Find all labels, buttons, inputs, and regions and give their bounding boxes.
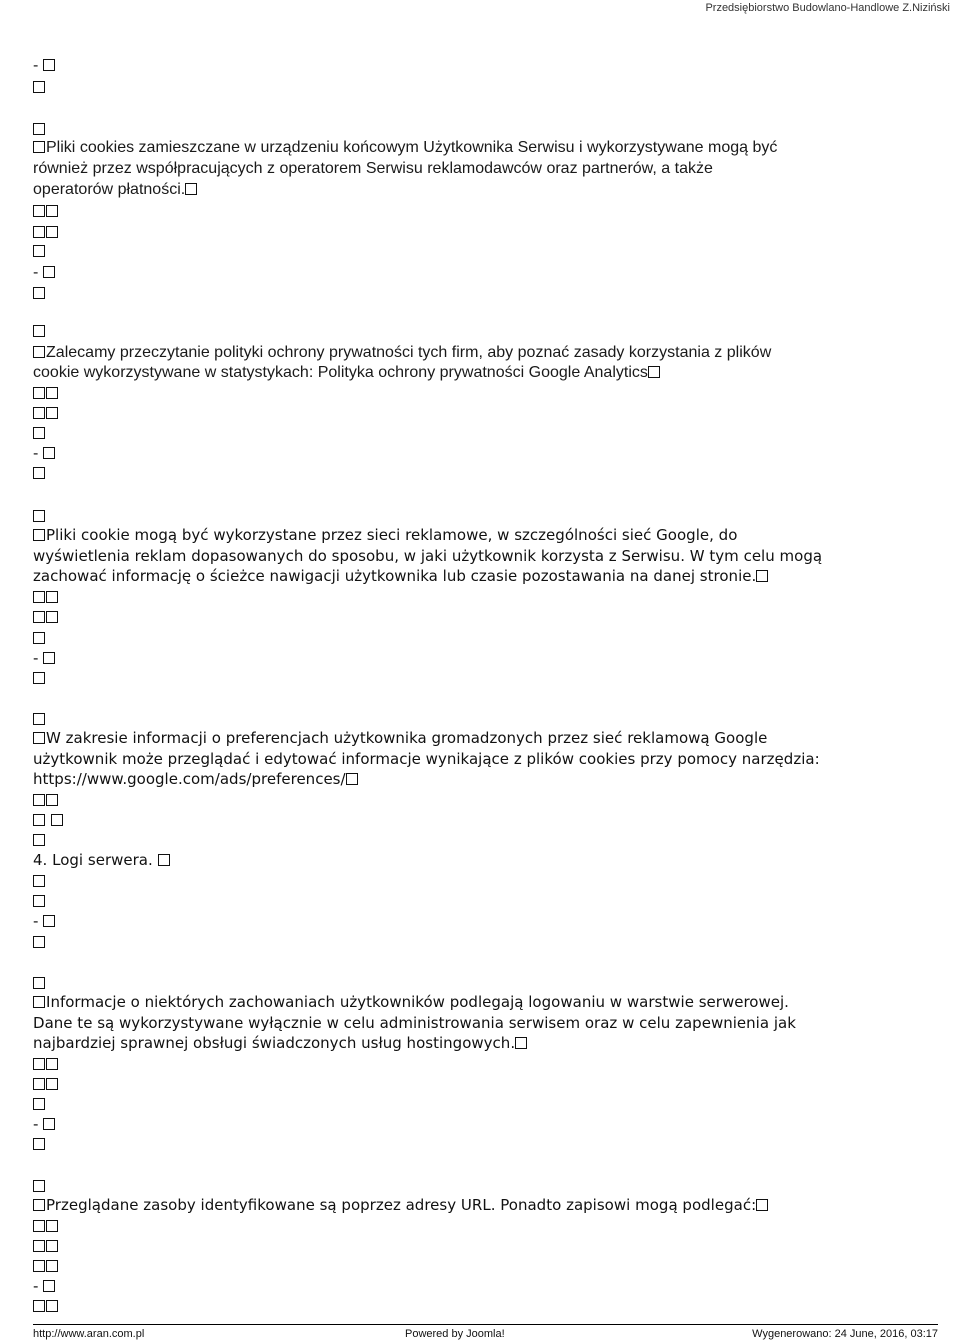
document-line [33,1276,56,1296]
line-text [33,285,46,302]
line-text [33,831,46,849]
document-line [33,1134,46,1154]
placeholder-box-icon [33,226,45,238]
placeholder-box-icon [43,915,55,927]
document-line [33,363,661,383]
line-text [33,1095,46,1113]
document-line [33,1296,59,1316]
placeholder-box-icon [33,814,45,826]
document-line [33,1114,56,1134]
placeholder-box-icon [46,226,58,238]
document-line [33,1236,59,1256]
placeholder-box-icon [46,387,58,399]
placeholder-box-icon [33,1078,45,1090]
line-text [33,1177,46,1195]
document-line [33,628,46,648]
placeholder-box-icon [46,1058,58,1070]
placeholder-box-icon [33,407,45,419]
line-text [33,811,64,829]
document-line [33,1195,769,1215]
line-text: również przez współpracujących z operatorem Serwisu reklamodawców oraz partnerów, a także [33,160,713,177]
placeholder-box-icon [33,387,45,399]
document-line [33,284,46,304]
placeholder-box-icon [46,1220,58,1232]
placeholder-box-icon [33,325,45,337]
document-line [33,566,769,586]
placeholder-box-icon [33,713,45,725]
line-text [33,1075,59,1093]
placeholder-box-icon [33,977,45,989]
placeholder-box-icon [33,1138,45,1150]
line-text: - [33,445,56,462]
document-line [33,1074,59,1094]
document-line [33,850,171,870]
document-line [33,749,820,769]
placeholder-box-icon [33,346,45,358]
document-line [33,607,59,627]
document-line [33,648,56,668]
placeholder-box-icon [33,1300,45,1312]
placeholder-box-icon [158,854,170,866]
document-line [33,424,46,444]
line-text [33,1297,59,1315]
document-line [33,668,46,688]
document-line [33,384,59,404]
line-text [33,608,59,626]
placeholder-box-icon [43,1280,55,1292]
line-text [33,588,59,606]
line-text [33,1055,59,1073]
placeholder-box-icon [33,467,45,479]
page-header [705,0,950,16]
document-line [33,138,777,158]
placeholder-box-icon [51,814,63,826]
line-text [33,933,46,951]
line-text [33,323,46,340]
line-text [33,425,46,442]
placeholder-box-icon [43,1118,55,1130]
placeholder-box-icon [46,794,58,806]
placeholder-box-icon [33,875,45,887]
document-line [33,709,46,729]
document-line [33,728,767,748]
placeholder-box-icon [33,1240,45,1252]
line-text: Dane te są wykorzystywane wyłącznie w celu administrowania serwisem oraz w celu zapewnienia jak [33,1014,796,1032]
placeholder-box-icon [33,1180,45,1192]
document-line [33,1216,59,1236]
placeholder-box-icon [46,1260,58,1272]
document-line [33,992,789,1012]
placeholder-box-icon [33,81,45,93]
line-text: zachować informację o ścieżce nawigacji użytkownika lub czasie pozostawania na danej stronie. [33,567,769,585]
placeholder-box-icon [33,1260,45,1272]
line-text: wyświetlenia reklam dopasowanych do sposobu, w jaki użytkownik korzysta z Serwisu. W tym celu mogą [33,547,823,565]
document-line [33,932,46,952]
document-line [33,1094,46,1114]
document-line [33,1256,59,1276]
placeholder-box-icon [33,996,45,1008]
document-line [33,911,56,931]
placeholder-box-icon [33,287,45,299]
document-line [33,891,46,911]
placeholder-box-icon [46,407,58,419]
placeholder-box-icon [33,936,45,948]
placeholder-box-icon [756,570,768,582]
page-footer [33,1324,938,1342]
document-line [33,263,56,283]
line-text [33,791,59,809]
line-text [33,203,59,220]
line-text [33,243,46,260]
document-line [33,546,822,566]
document-line [33,322,46,342]
placeholder-box-icon [33,1098,45,1110]
document-line [33,525,737,545]
line-text [33,121,46,138]
line-text [33,1257,59,1275]
line-text: Pliki cookies zamieszczane w urządzeniu końcowym Użytkownika Serwisu i wykorzystywane mogą być [33,139,777,156]
document-line [33,180,198,200]
line-text: Przeglądane zasoby identyfkowane są poprzez adresy URL. Ponadto zapisowi mogą podlegać: [33,1196,769,1214]
line-text: Zalecamy przeczytanie polityki ochrony prywatności tych firm, aby poznać zasady korzystania z plików [33,344,771,361]
document-line [33,343,771,363]
placeholder-box-icon [33,794,45,806]
line-text: najbardziej sprawnej obsługi świadczonych usług hostingowych. [33,1034,528,1052]
document-line [33,1054,59,1074]
placeholder-box-icon [185,183,197,195]
placeholder-box-icon [33,205,45,217]
document-line [33,506,46,526]
document-line [33,973,46,993]
placeholder-box-icon [33,591,45,603]
placeholder-box-icon [33,245,45,257]
placeholder-box-icon [46,1300,58,1312]
document-line [33,444,56,464]
line-text [33,710,46,728]
line-text: Pliki cookie mogą być wykorzystane przez sieci reklamowe, w szczególności sieć Google, do [33,526,737,544]
company-name: Przedsiębiorstwo Budowlano-Handlowe Z.Niziński [705,2,950,14]
line-text: W zakresie informacji o preferencjach użytkownika gromadzonych przez sieć reklamową Google [33,729,767,747]
document-line [33,202,59,222]
placeholder-box-icon [46,1240,58,1252]
line-text [33,224,59,241]
placeholder-box-icon [46,1078,58,1090]
line-text [33,405,59,422]
document-line [33,159,713,179]
placeholder-box-icon [33,732,45,744]
document-line [33,810,64,830]
placeholder-box-icon [46,591,58,603]
placeholder-box-icon [346,773,358,785]
placeholder-box-icon [43,266,55,278]
document-line [33,464,46,484]
placeholder-box-icon [33,1058,45,1070]
document-line [33,404,59,424]
line-text [33,974,46,992]
line-text [33,79,46,96]
line-text: - [33,57,56,74]
placeholder-box-icon [33,141,45,153]
placeholder-box-icon [33,632,45,644]
footer-generated-date: Wygenerowano: 24 June, 2016, 03:17 [752,1328,938,1340]
line-text: operatorów płatności. [33,181,198,198]
placeholder-box-icon [33,834,45,846]
placeholder-box-icon [33,1199,45,1211]
line-text: 4. Logi serwera. [33,851,171,869]
placeholder-box-icon [515,1037,527,1049]
placeholder-box-icon [43,447,55,459]
placeholder-box-icon [33,123,45,135]
placeholder-box-icon [46,611,58,623]
placeholder-box-icon [756,1199,768,1211]
document-line [33,790,59,810]
document-line [33,78,46,98]
document-line [33,1176,46,1196]
line-text: - [33,264,56,281]
line-text [33,1217,59,1235]
document-line [33,587,59,607]
line-text: Informacje o niektórych zachowaniach użytkowników podlegają logowaniu w warstwie serwerowej. [33,993,789,1011]
document-line [33,1033,528,1053]
placeholder-box-icon [46,205,58,217]
placeholder-box-icon [33,427,45,439]
placeholder-box-icon [648,366,660,378]
line-text [33,385,59,402]
line-text [33,892,46,910]
placeholder-box-icon [33,510,45,522]
line-text [33,629,46,647]
document-line [33,120,46,140]
footer-powered-by: Powered by Joomla! [405,1328,505,1340]
line-text: - [33,649,56,667]
line-text: https://www.google.com/ads/preferences/ [33,770,359,788]
line-text [33,1135,46,1153]
placeholder-box-icon [33,611,45,623]
document-line [33,830,46,850]
placeholder-box-icon [33,529,45,541]
line-text: - [33,912,56,930]
placeholder-box-icon [33,895,45,907]
line-text [33,507,46,525]
placeholder-box-icon [33,1220,45,1232]
line-text: - [33,1277,56,1295]
document-line [33,242,46,262]
placeholder-box-icon [43,59,55,71]
document-line [33,769,359,789]
line-text: - [33,1115,56,1133]
placeholder-box-icon [33,672,45,684]
line-text: użytkownik może przeglądać i edytować informacje wynikające z plików cookies przy pomocy narzędzia: [33,750,820,768]
footer-url: http://www.aran.com.pl [33,1328,145,1340]
line-text [33,669,46,687]
line-text: cookie wykorzystywane w statystykach: Polityka ochrony prywatności Google Analytics [33,364,661,381]
document-line [33,56,56,76]
placeholder-box-icon [43,652,55,664]
line-text [33,1237,59,1255]
line-text [33,872,46,890]
document-line [33,1013,796,1033]
document-line [33,871,46,891]
line-text [33,465,46,482]
document-line [33,223,59,243]
